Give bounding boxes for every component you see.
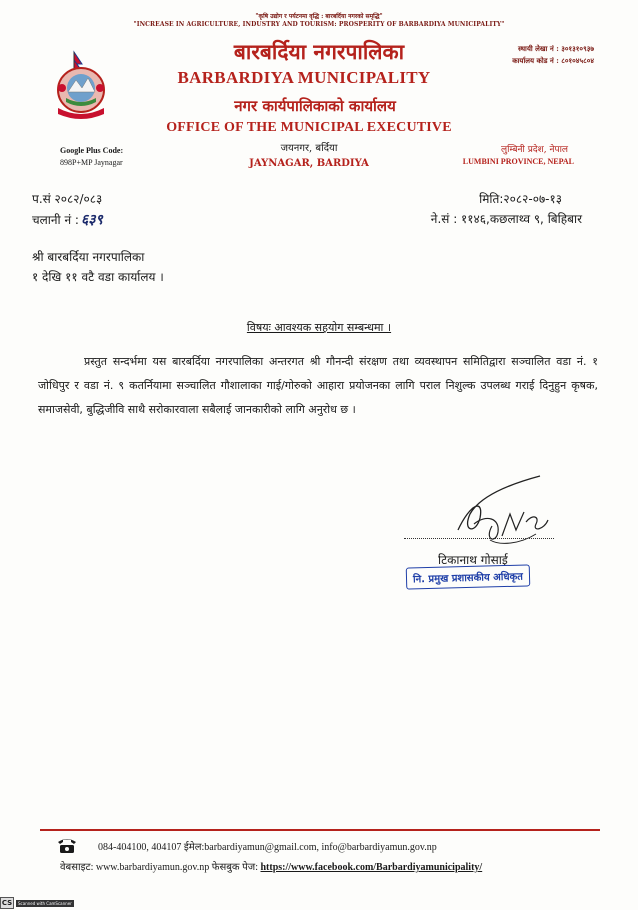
footer-web-row — [60, 859, 482, 873]
camscanner-text: Scanned with CamScanner — [18, 900, 72, 906]
office-title-english: OFFICE OF THE MUNICIPAL EXECUTIVE — [166, 120, 452, 135]
slogan-english: "INCREASE IN AGRICULTURE, INDUSTRY AND TOURISM: PROSPERITY OF BARBARDIYA MUNICIPALITY" — [133, 21, 505, 28]
footer-contact: 084-404100, 404107 ईमेल:barbardiyamun@gmail.com, info@barbardiyamun.gov.np — [98, 842, 437, 853]
recipient-line-2: १ देखि ११ वटै वडा कार्यालय । — [32, 270, 164, 284]
province-english: LUMBINI PROVINCE, NEPAL — [462, 157, 574, 166]
dispatch-number-label: चलानी नं : — [32, 213, 79, 227]
designation-stamp: नि. प्रमुख प्रशासकीय अधिकृत — [406, 564, 530, 589]
office-code: कार्यालय कोड नं : ८०१०४५८०४ — [512, 56, 594, 65]
google-plus-code-label: Google Plus Code: — [60, 146, 124, 155]
dispatch-number-row — [32, 210, 103, 229]
camscanner-badge — [0, 896, 74, 910]
letter-reference-number: प.सं २०८२/०८३ — [32, 192, 103, 206]
footer-divider — [40, 829, 600, 831]
province-nepali: लुम्बिनी प्रदेश, नेपाल — [501, 145, 568, 155]
office-title-nepali: नगर कार्यपालिकाको कार्यालय — [234, 97, 396, 115]
municipality-title-english: BARBARDIYA MUNICIPALITY — [177, 68, 431, 87]
slogan-nepali: "कृषि उद्योग र पर्यटनमा वृद्धि : बारबर्दिया नगरको समृद्धि" — [255, 13, 383, 20]
google-plus-code: 898P+MP Jaynagar — [60, 158, 123, 167]
telephone-icon — [56, 836, 78, 854]
website-label: वेबसाइट: www.barbardiyamun.gov.np फेसबुक पेज: — [60, 862, 258, 873]
handwritten-signature-icon — [440, 474, 570, 554]
signatory-name: टिकानाथ गोसाई — [438, 553, 508, 567]
camscanner-logo: CS — [1, 899, 13, 907]
address-english: JAYNAGAR, BARDIYA — [249, 158, 369, 169]
letter-subject: विषयः आवश्यक सहयोग सम्बन्धमा । — [246, 321, 392, 334]
address-nepali: जयनगर, बर्दिया — [280, 143, 338, 154]
letter-date: मिति:२०८२-०७-१३ — [479, 192, 562, 206]
dispatch-number: ६३९ — [80, 212, 103, 228]
recipient-line-1: श्री बारबर्दिया नगरपालिका — [32, 250, 145, 264]
nepal-sambat-date: ने.सं : ११४६,कछलाथ्व ९, बिहिबार — [430, 212, 582, 226]
signature-line — [404, 538, 554, 539]
permanent-account-number: स्थायी लेखा नं : ३०१३१०९३७ — [517, 44, 594, 53]
municipality-title-nepali: बारबर्दिया नगरपालिका — [233, 39, 405, 64]
facebook-link[interactable]: https://www.facebook.com/Barbardiyamunicipality/ — [260, 862, 483, 873]
letter-body: प्रस्तुत सन्दर्भमा यस बारबर्दिया नगरपालिका अन्तरगत श्री गौनन्दी संरक्षण तथा व्यवस्थापन समितिद्वारा सञ्चालित वडा नं. १ जोधिपुर र वडा नं. ९ कतर्नियामा सञ्चालित गौशालाका गाई/गोरुको आहारा प्रयोजनका लागि पराल निशुल्क उपलब्ध गराई दिनुहुन कृषक, समाजसेवी, बुद्धिजीवि साथै सरोकारवाला सबैलाई जानकारीको लागि अनुरोध छ । — [38, 355, 598, 416]
